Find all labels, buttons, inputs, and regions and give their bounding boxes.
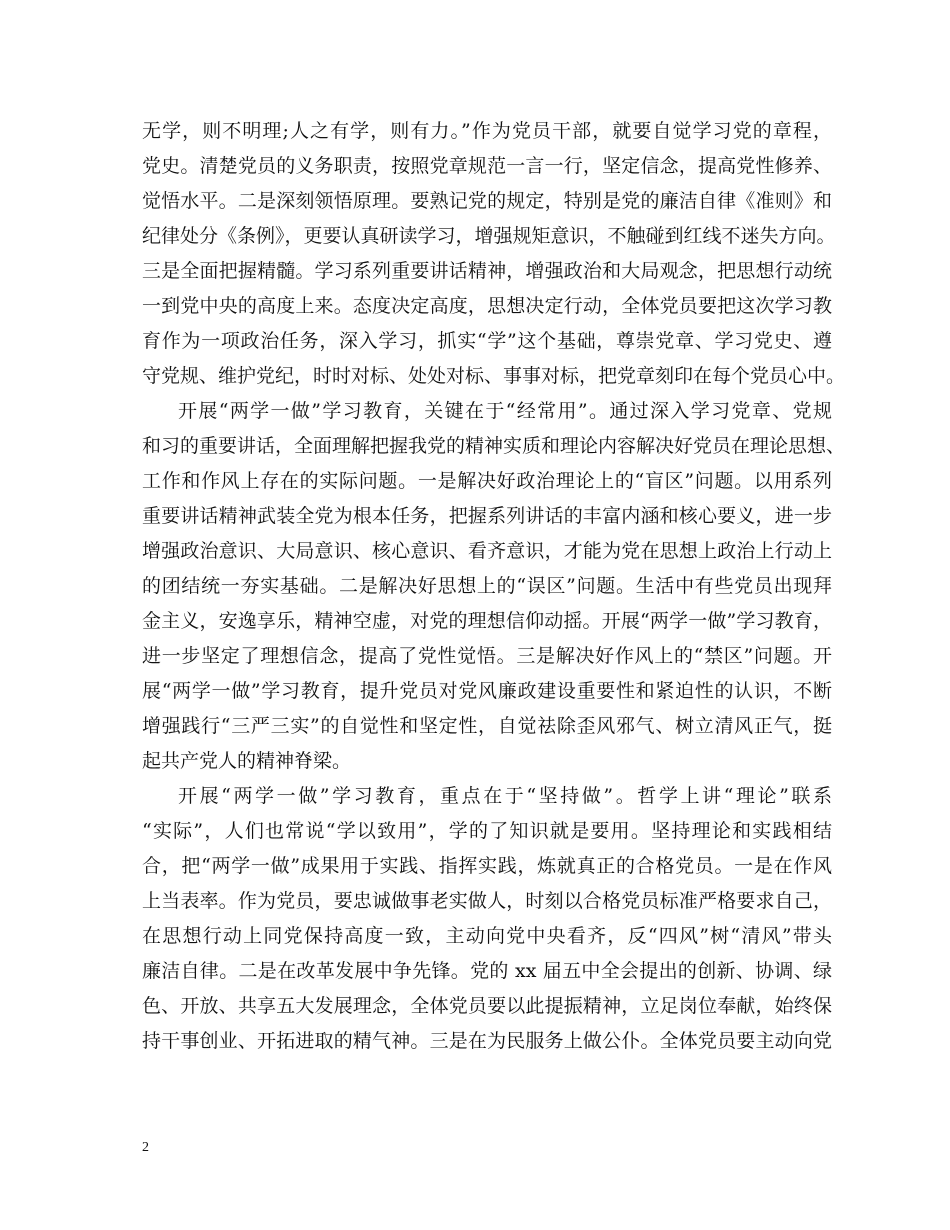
- text-line: 色、开放、共享五大发展理念，全体党员要以此提振精神，立足岗位奉献，始终保: [142, 995, 832, 1017]
- text-line: 一到党中央的高度上来。态度决定高度，思想决定行动，全体党员要把这次学习教: [142, 295, 832, 317]
- paragraph-1: [142, 114, 846, 394]
- text-line: 进一步坚定了理想信念，提高了党性觉悟。三是解决好作风上的“禁区”问题。开: [142, 645, 832, 667]
- page-number: 2: [142, 1140, 149, 1155]
- text-line: 重要讲话精神武装全党为根本任务，把握系列讲话的丰富内涵和核心要义，进一步: [142, 505, 832, 527]
- text-line: 廉洁自律。二是在改革发展中争先锋。党的 xx 届五中全会提出的创新、协调、绿: [142, 960, 832, 982]
- text-line: 三是全面把握精髓。学习系列重要讲话精神，增强政治和大局观念，把思想行动统: [142, 260, 832, 282]
- text-line: 合，把“两学一做”成果用于实践、指挥实践，炼就真正的合格党员。一是在作风: [142, 855, 832, 877]
- text-line: 守党规、维护党纪，时时对标、处处对标、事事对标，把党章刻印在每个党员心中。: [142, 365, 846, 387]
- text-line: 在思想行动上同党保持高度一致，主动向党中央看齐，反“四风”树“清风”带头: [142, 925, 832, 947]
- document-body: [142, 114, 846, 1059]
- text-line: 开展“两学一做”学习教育，关键在于“经常用”。通过深入学习党章、党规: [178, 400, 832, 422]
- text-line: 增强政治意识、大局意识、核心意识、看齐意识，才能为党在思想上政治上行动上: [142, 540, 832, 562]
- paragraph-3: [142, 779, 832, 1059]
- text-line: 党史。清楚党员的义务职责，按照党章规范一言一行，坚定信念，提高党性修养、: [142, 155, 832, 177]
- text-line: 觉悟水平。二是深刻领悟原理。要熟记党的规定，特别是党的廉洁自律《准则》和: [142, 190, 832, 212]
- text-line: 持干事创业、开拓进取的精气神。三是在为民服务上做公仆。全体党员要主动向党: [142, 1030, 832, 1052]
- text-line: 上当表率。作为党员，要忠诚做事老实做人，时刻以合格党员标准严格要求自己，: [142, 890, 832, 912]
- text-line: 育作为一项政治任务，深入学习，抓实“学”这个基础，尊崇党章、学习党史、遵: [142, 330, 832, 352]
- text-line: 和习的重要讲话，全面理解把握我党的精神实质和理论内容解决好党员在理论思想、: [142, 435, 846, 457]
- text-line: “实际”，人们也常说“学以致用”，学的了知识就是要用。坚持理论和实践相结: [142, 820, 832, 842]
- text-line: 展“两学一做”学习教育，提升党员对党风廉政建设重要性和紧迫性的认识，不断: [142, 680, 832, 702]
- text-line: 工作和作风上存在的实际问题。一是解决好政治理论上的“盲区”问题。以用系列: [142, 470, 832, 492]
- text-line: 金主义，安逸享乐，精神空虚，对党的理想信仰动摇。开展“两学一做”学习教育，: [142, 610, 832, 632]
- text-line: 起共产党人的精神脊梁。: [142, 750, 352, 772]
- text-line: 无学，则不明理;人之有学，则有力。”作为党员干部，就要自觉学习党的章程，: [142, 120, 832, 142]
- text-line: 开展“两学一做”学习教育，重点在于“坚持做”。哲学上讲“理论”联系: [178, 785, 832, 807]
- text-line: 的团结统一夯实基础。二是解决好思想上的“误区”问题。生活中有些党员出现拜: [142, 575, 832, 597]
- paragraph-2: [142, 394, 846, 779]
- text-line: 增强践行“三严三实”的自觉性和坚定性，自觉祛除歪风邪气、树立清风正气，挺: [142, 715, 832, 737]
- text-line: 纪律处分《条例》，更要认真研读学习，增强规矩意识，不触碰到红线不迷失方向。: [142, 225, 836, 247]
